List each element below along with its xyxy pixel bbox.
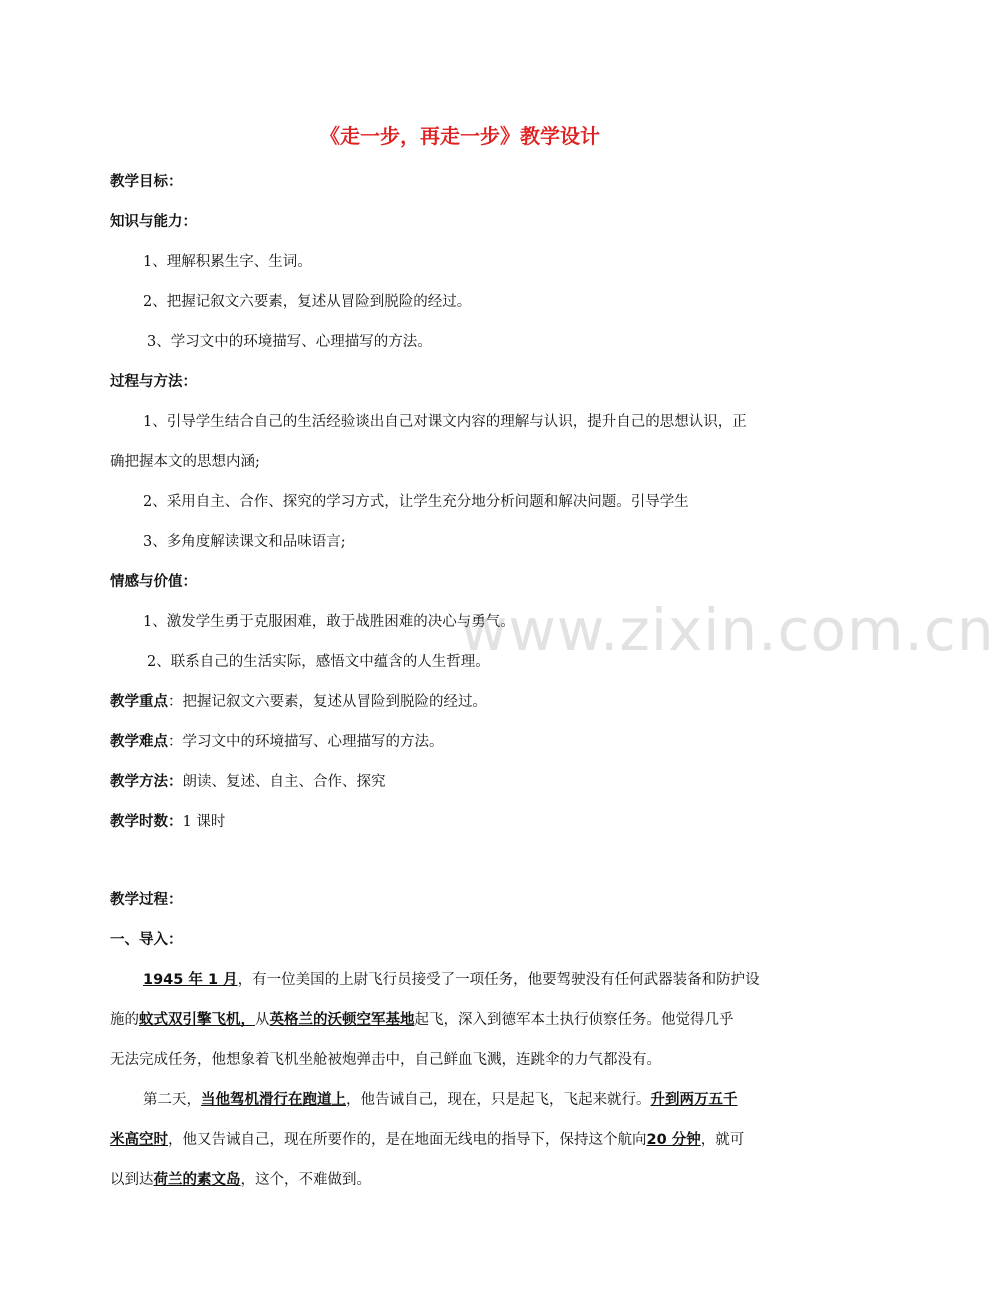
difficulty: [110, 730, 812, 751]
highlight-altitude-cont: 米高空时: [110, 1132, 168, 1148]
highlight-aircraft: 蚊式双引擎飞机，: [139, 1012, 255, 1028]
paragraph-2-line3: [110, 1168, 812, 1189]
paragraph-text: ，有一位美国的上尉飞行员接受了一项任务，他要驾驶没有任何武器装备和防护设: [237, 972, 760, 988]
process-item-2: 2、采用自主、合作、探究的学习方式，让学生充分地分析问题和解决问题。引导学生: [143, 494, 689, 510]
knowledge-item: 2、把握记叙文六要素，复述从冒险到脱险的经过。: [143, 294, 472, 310]
emotion-item: 1、激发学生勇于克服困难，敢于战胜困难的决心与勇气。: [143, 614, 515, 630]
process-item-1-line2: 确把握本文的思想内涵;: [110, 454, 260, 470]
paragraph-2-line1: [143, 1088, 812, 1109]
process-item-1-line1: 1、引导学生结合自己的生活经验谈出自己对课文内容的理解与认识，提升自己的思想认识，正: [143, 414, 747, 430]
process-item-3: 3、多角度解读课文和品味语言;: [143, 534, 346, 550]
highlight-base: 英格兰的沃顿空军基地: [269, 1012, 415, 1028]
watermark: www.zixin.com.cn: [460, 596, 995, 664]
knowledge-item: 3、学习文中的环境描写、心理描写的方法。: [147, 334, 432, 350]
paragraph-text: ，他又告诫自己，现在所要作的，是在地面无线电的指导下，保持这个航向: [168, 1132, 647, 1148]
paragraph-1-line3: 无法完成任务，他想象着飞机坐舱被炮弹击中，自己鲜血飞溅，连跳伞的力气都没有。: [110, 1052, 661, 1068]
knowledge-heading: 知识与能力：: [110, 214, 197, 230]
intro-heading: 一、导入：: [110, 932, 183, 948]
paragraph-text: ，这个，不难做到。: [240, 1172, 371, 1188]
paragraph-text: ，就可: [700, 1132, 745, 1148]
document-title: 《走一步，再走一步》教学设计: [320, 124, 600, 148]
knowledge-item: 1、理解积累生字、生词。: [143, 254, 312, 270]
goals-heading: 教学目标：: [110, 174, 183, 190]
difficulty-label: 教学难点: [110, 734, 168, 750]
paragraph-1-line1: [143, 968, 812, 989]
key-point: [110, 690, 812, 711]
paragraph-text: ，他告诫自己，现在，只是起飞，飞起来就行。: [346, 1092, 651, 1108]
procedure-heading: 教学过程：: [110, 892, 183, 908]
highlight-date: 1945 年 1 月: [143, 972, 238, 988]
highlight-island: 荷兰的素文岛: [153, 1172, 241, 1188]
emotion-item: 2、联系自己的生活实际，感悟文中蕴含的人生哲理。: [147, 654, 490, 670]
key-point-text: ：把握记叙文六要素，复述从冒险到脱险的经过。: [168, 694, 487, 710]
teaching-method: [110, 770, 812, 791]
process-heading: 过程与方法：: [110, 374, 197, 390]
difficulty-text: ：学习文中的环境描写、心理描写的方法。: [168, 734, 444, 750]
teaching-hours: [110, 810, 812, 831]
hours-label: 教学时数：: [110, 814, 183, 830]
highlight-duration: 20 分钟: [646, 1132, 701, 1148]
paragraph-2-line2: [110, 1128, 812, 1149]
paragraph-text: 以到达: [110, 1172, 154, 1188]
emotion-heading: 情感与价值：: [110, 574, 197, 590]
method-label: 教学方法：: [110, 774, 183, 790]
key-point-label: 教学重点: [110, 694, 168, 710]
paragraph-text: 施的: [110, 1012, 139, 1028]
paragraph-text: 从: [255, 1012, 270, 1028]
hours-text: 1 课时: [182, 814, 226, 830]
paragraph-1-line2: [110, 1008, 812, 1029]
highlight-altitude: 升到两万五千: [650, 1092, 738, 1108]
method-text: 朗读、复述、自主、合作、探究: [182, 774, 386, 790]
highlight-runway: 当他驾机滑行在跑道上: [201, 1092, 346, 1108]
paragraph-text: 第二天，: [143, 1092, 201, 1108]
paragraph-text: 起飞，深入到德军本土执行侦察任务。他觉得几乎: [414, 1012, 734, 1028]
